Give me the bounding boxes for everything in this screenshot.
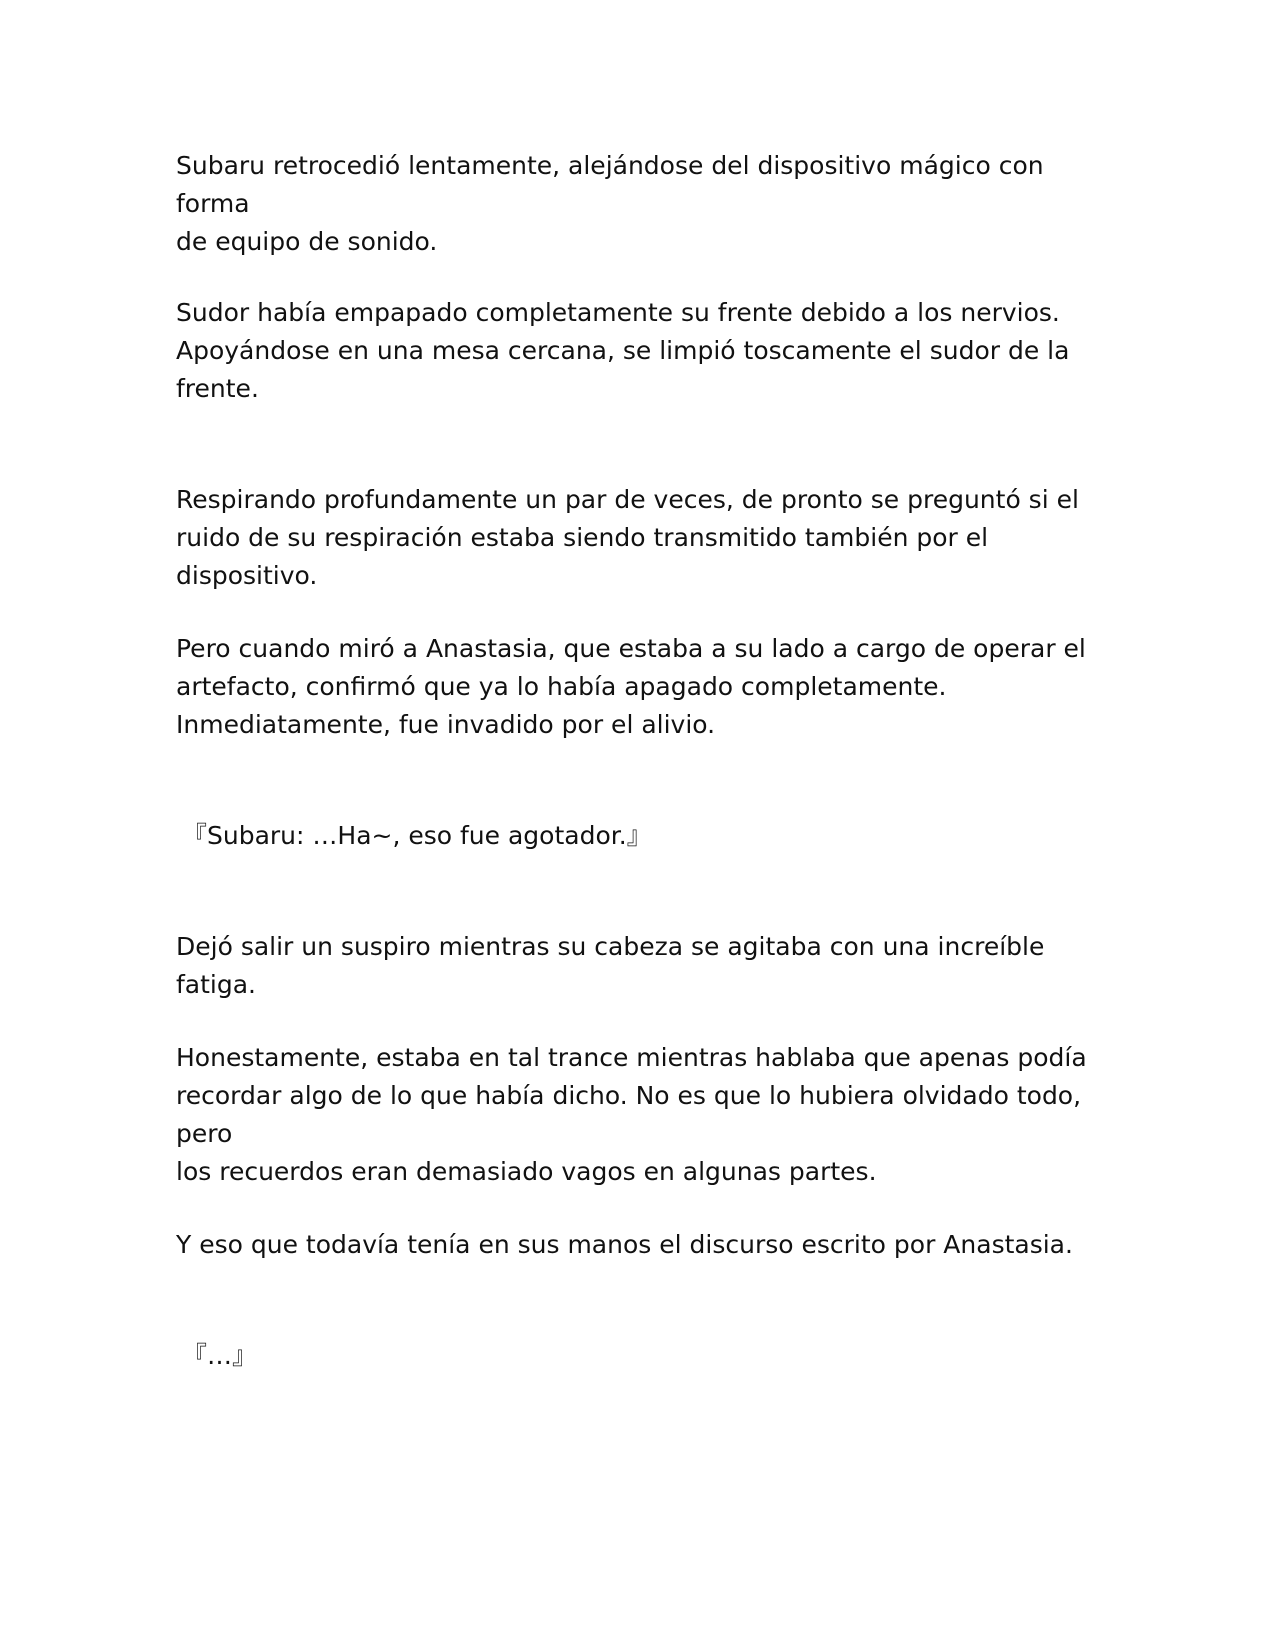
paragraph-7: Honestamente, estaba en tal trance mientras hablaba que apenas podía recordar algo de lo que había dicho. No es que lo hubiera olvidado todo, pero los recuerdos eran demasiado vagos en algunas partes. [176, 1043, 1087, 1186]
paragraph-3: Respirando profundamente un par de veces, de pronto se preguntó si el ruido de su respiración estaba siendo transmitido también por el dispositivo. [176, 485, 1079, 590]
paragraph-4: Pero cuando miró a Anastasia, que estaba a su lado a cargo de operar el artefacto, confirmó que ya lo había apagado completamente. Inmediatamente, fue invadido por el alivio. [176, 634, 1086, 739]
paragraph-8: Y eso que todavía tenía en sus manos el discurso escrito por Anastasia. [176, 1230, 1073, 1259]
paragraph-1: Subaru retrocedió lentamente, alejándose del dispositivo mágico con forma de equipo de sonido. [176, 151, 1044, 256]
paragraph-6: Dejó salir un suspiro mientras su cabeza se agitaba con una increíble fatiga. [176, 932, 1045, 999]
dialogue-line-subaru: 『Subaru: …Ha~, eso fue agotador.』 [182, 821, 652, 850]
dialogue-line-ellipsis: 『…』 [182, 1341, 258, 1370]
paragraph-2: Sudor había empapado completamente su frente debido a los nervios. Apoyándose en una mesa cercana, se limpió toscamente el sudor de la frente. [176, 298, 1070, 403]
